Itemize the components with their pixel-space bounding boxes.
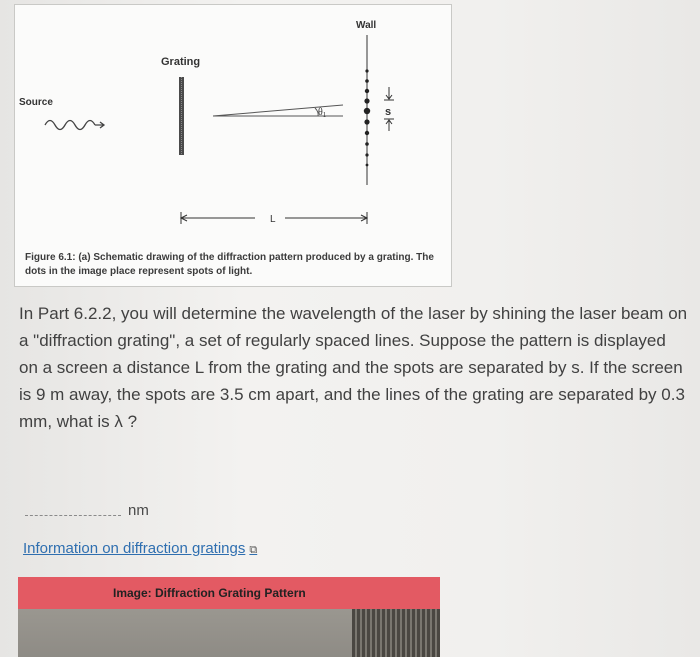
diffraction-schematic: [15, 5, 451, 286]
image-panel-header[interactable]: [18, 577, 440, 609]
diffraction-image: [18, 609, 440, 657]
info-diffraction-link[interactable]: [23, 540, 257, 557]
question-text: In Part 6.2.2, you will determine the wavelength of the laser by shining the laser beam on a "diffraction grating", a set of regularly spaced lines. Suppose the pattern is displayed on a screen a distance L from the grating and the spots are separated by s. If the screen is 9 m away, the spots are 3.5 cm apart, and the lines of the grating are separated by 0.3 mm, what is λ ?: [19, 304, 688, 431]
L-label: L: [270, 214, 276, 225]
figure-panel: [14, 4, 452, 287]
source-label: Source: [19, 97, 53, 108]
wall-label: Wall: [356, 20, 377, 31]
wave-icon: [45, 121, 95, 130]
answer-input[interactable]: [25, 515, 121, 516]
image-panel-label: Image: Diffraction Grating Pattern: [113, 586, 306, 600]
grating-label: Grating: [161, 56, 201, 68]
answer-unit: nm: [128, 502, 149, 519]
theta-label: $\theta_1$: [318, 107, 327, 119]
image-pattern: [352, 609, 440, 657]
figure-caption: Figure 6.1: (a) Schematic drawing of the diffraction pattern produced by a grating. The dots in the image place represent spots of light.: [25, 252, 434, 277]
arrow-right-icon: [95, 122, 104, 128]
external-link-icon: ⧉: [249, 544, 258, 556]
info-link-text: Information on diffraction gratings: [23, 540, 246, 557]
s-label: s: [385, 106, 392, 118]
